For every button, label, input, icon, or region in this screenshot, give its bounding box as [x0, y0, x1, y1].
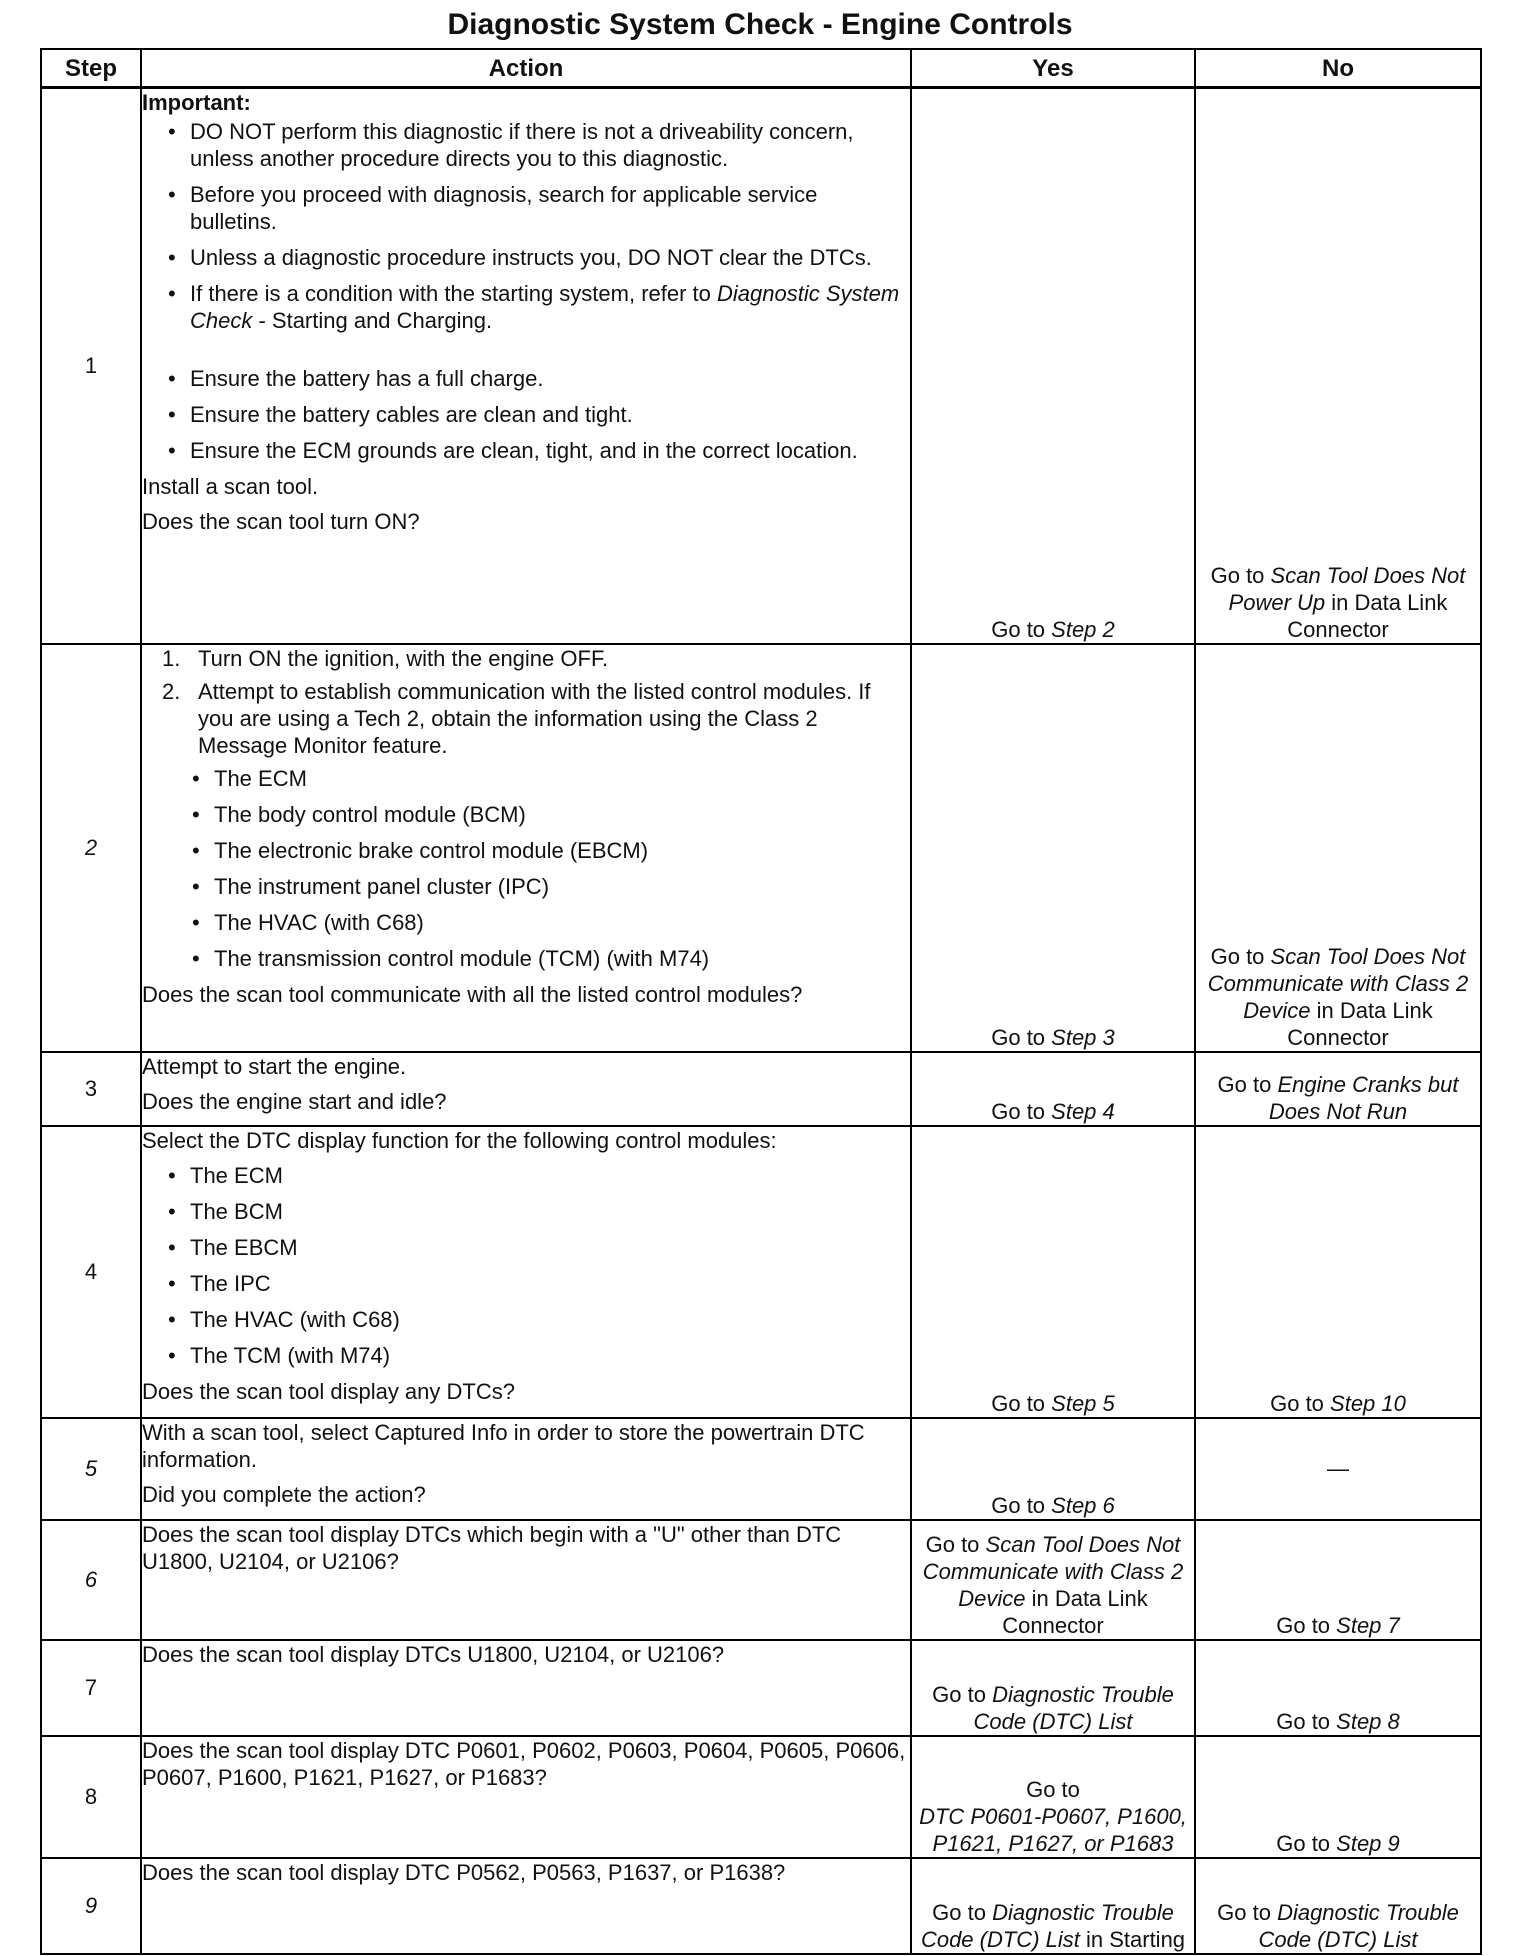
header-yes: Yes [911, 49, 1195, 88]
list-item: • The transmission control module (TCM) (with M74) [214, 945, 910, 972]
procedure-reference: Diagnostic Trouble Code (DTC) List [973, 1681, 1174, 1734]
action-cell [141, 1736, 911, 1858]
action-cell [141, 1858, 911, 1954]
yes-cell: Go to DTC P0601-P0607, P1600, P1621, P1627, or P1683 [911, 1736, 1195, 1858]
list-item: • The instrument panel cluster (IPC) [214, 873, 910, 900]
step-reference: Step 8 [1336, 1708, 1400, 1734]
list-item: • The ECM [190, 1162, 910, 1189]
list-item: 2. Attempt to establish communication with the listed control modules. If you are using a Tech 2, obtain the information using the Class 2 Message Monitor feature. [162, 678, 871, 758]
question-text: Does the scan tool turn ON? [142, 509, 420, 534]
list-item: • The electronic brake control module (EBCM) [214, 837, 910, 864]
table-row [41, 1736, 1481, 1858]
list-item: • The body control module (BCM) [214, 801, 910, 828]
step-number: 9 [41, 1858, 141, 1954]
action-cell [141, 1418, 911, 1520]
instruction-text: Select the DTC display function for the following control modules: [142, 1127, 777, 1153]
yes-cell: Go to Diagnostic Trouble Code (DTC) List in Starting [911, 1858, 1195, 1954]
header-action: Action [141, 49, 911, 88]
header-no: No [1195, 49, 1481, 88]
list-item: • Before you proceed with diagnosis, search for applicable service bulletins. [190, 181, 910, 235]
table-row [41, 1418, 1481, 1520]
step-number: 1 [41, 88, 141, 644]
table-row [41, 88, 1481, 644]
list-item: • Ensure the battery has a full charge. [190, 365, 910, 392]
table-row [41, 1126, 1481, 1418]
no-cell: Go to Diagnostic Trouble Code (DTC) List [1195, 1858, 1481, 1954]
step-reference: Step 2 [1051, 616, 1115, 642]
page-title: Diagnostic System Check - Engine Controls [447, 8, 1073, 41]
step-reference: Step 4 [1051, 1098, 1115, 1124]
yes-cell: Go to Step 4 [911, 1052, 1195, 1126]
step-reference: Step 10 [1330, 1390, 1406, 1416]
action-cell [141, 644, 911, 1052]
question-text: Does the engine start and idle? [142, 1088, 447, 1114]
diagnostic-table [40, 48, 1482, 1955]
list-item: • The HVAC (with C68) [190, 1306, 910, 1333]
step-reference: Step 5 [1051, 1390, 1115, 1416]
yes-cell: Go to Step 2 [911, 88, 1195, 644]
action-cell [141, 1520, 911, 1640]
header-step: Step [41, 49, 141, 88]
table-row [41, 1052, 1481, 1126]
no-cell: Go to Scan Tool Does Not Communicate with Class 2 Device in Data Link Connector [1195, 644, 1481, 1052]
list-item: • Unless a diagnostic procedure instructs you, DO NOT clear the DTCs. [190, 244, 910, 271]
table-row [41, 1858, 1481, 1954]
procedure-reference: Engine Cranks but Does Not Run [1268, 1071, 1459, 1124]
step-number: 6 [41, 1520, 141, 1640]
no-cell: Go to Step 7 [1195, 1520, 1481, 1640]
question-text: Does the scan tool display DTC P0601, P0602, P0603, P0604, P0605, P0606, P0607, P1600, P1621, P1627, or P1683? [142, 1737, 906, 1790]
no-cell: Go to Engine Cranks but Does Not Run [1195, 1052, 1481, 1126]
instruction-text: Install a scan tool. [142, 474, 319, 499]
important-label: Important: [142, 90, 251, 115]
question-text: Did you complete the action? [142, 1481, 426, 1507]
list-item: • Ensure the ECM grounds are clean, tight, and in the correct location. [190, 437, 910, 464]
action-cell [141, 1126, 911, 1418]
table-row [41, 644, 1481, 1052]
list-item: • If there is a condition with the starting system, refer to Diagnostic System Check - Starting and Charging. [190, 280, 910, 334]
header-row [41, 49, 1481, 88]
list-item: • The HVAC (with C68) [214, 909, 910, 936]
yes-cell: Go to Step 3 [911, 644, 1195, 1052]
list-item: • The ECM [214, 765, 910, 792]
list-item: • The EBCM [190, 1234, 910, 1261]
no-cell: — [1195, 1418, 1481, 1520]
step-reference: Step 3 [1051, 1024, 1115, 1050]
yes-cell: Go to Diagnostic Trouble Code (DTC) List [911, 1640, 1195, 1736]
no-cell: Go to Step 9 [1195, 1736, 1481, 1858]
procedure-reference: Scan Tool Does Not Power Up [1228, 562, 1466, 615]
list-item: • The IPC [190, 1270, 910, 1297]
table-row [41, 1640, 1481, 1736]
question-text: Does the scan tool display DTCs U1800, U2104, or U2106? [142, 1641, 725, 1667]
action-cell [141, 88, 911, 644]
instruction-text: With a scan tool, select Captured Info in order to store the powertrain DTC information. [142, 1419, 865, 1472]
no-cell: Go to Step 10 [1195, 1126, 1481, 1418]
list-item: • Ensure the battery cables are clean and tight. [190, 401, 910, 428]
yes-cell: Go to Scan Tool Does Not Communicate with Class 2 Device in Data Link Connector [911, 1520, 1195, 1640]
step-number: 7 [41, 1640, 141, 1736]
list-item: • DO NOT perform this diagnostic if there is not a driveability concern, unless another procedure directs you to this diagnostic. [190, 118, 910, 172]
step-number: 8 [41, 1736, 141, 1858]
question-text: Does the scan tool display DTC P0562, P0563, P1637, or P1638? [142, 1859, 786, 1885]
list-item: • The BCM [190, 1198, 910, 1225]
table-row [41, 1520, 1481, 1640]
no-cell: Go to Step 8 [1195, 1640, 1481, 1736]
list-item: 1. Turn ON the ignition, with the engine OFF. [162, 645, 609, 671]
yes-cell: Go to Step 6 [911, 1418, 1195, 1520]
yes-cell: Go to Step 5 [911, 1126, 1195, 1418]
procedure-reference: Diagnostic Trouble Code (DTC) List [1258, 1899, 1459, 1952]
step-number: 4 [41, 1126, 141, 1418]
action-cell [141, 1640, 911, 1736]
question-text: Does the scan tool display DTCs which begin with a "U" other than DTC U1800, U2104, or U2106? [142, 1521, 842, 1574]
step-reference: Step 7 [1336, 1612, 1400, 1638]
question-text: Does the scan tool communicate with all the listed control modules? [142, 981, 803, 1007]
action-cell [141, 1052, 911, 1126]
reference-link: Diagnostic System Check [190, 281, 900, 333]
step-number: 2 [41, 644, 141, 1052]
procedure-reference: Scan Tool Does Not Communicate with Class 2 Device [1207, 943, 1469, 1023]
step-number: 5 [41, 1418, 141, 1520]
step-reference: Step 6 [1051, 1492, 1115, 1518]
step-reference: Step 9 [1336, 1830, 1400, 1856]
instruction-text: Attempt to start the engine. [142, 1053, 407, 1079]
list-item: • The TCM (with M74) [190, 1342, 910, 1369]
procedure-reference: Scan Tool Does Not Communicate with Class 2 Device [922, 1531, 1184, 1611]
procedure-reference: Diagnostic Trouble Code (DTC) List [920, 1899, 1174, 1952]
step-number: 3 [41, 1052, 141, 1126]
no-cell: Go to Scan Tool Does Not Power Up in Data Link Connector [1195, 88, 1481, 644]
procedure-reference: DTC P0601-P0607, P1600, P1621, P1627, or P1683 [919, 1803, 1187, 1856]
question-text: Does the scan tool display any DTCs? [142, 1378, 515, 1404]
